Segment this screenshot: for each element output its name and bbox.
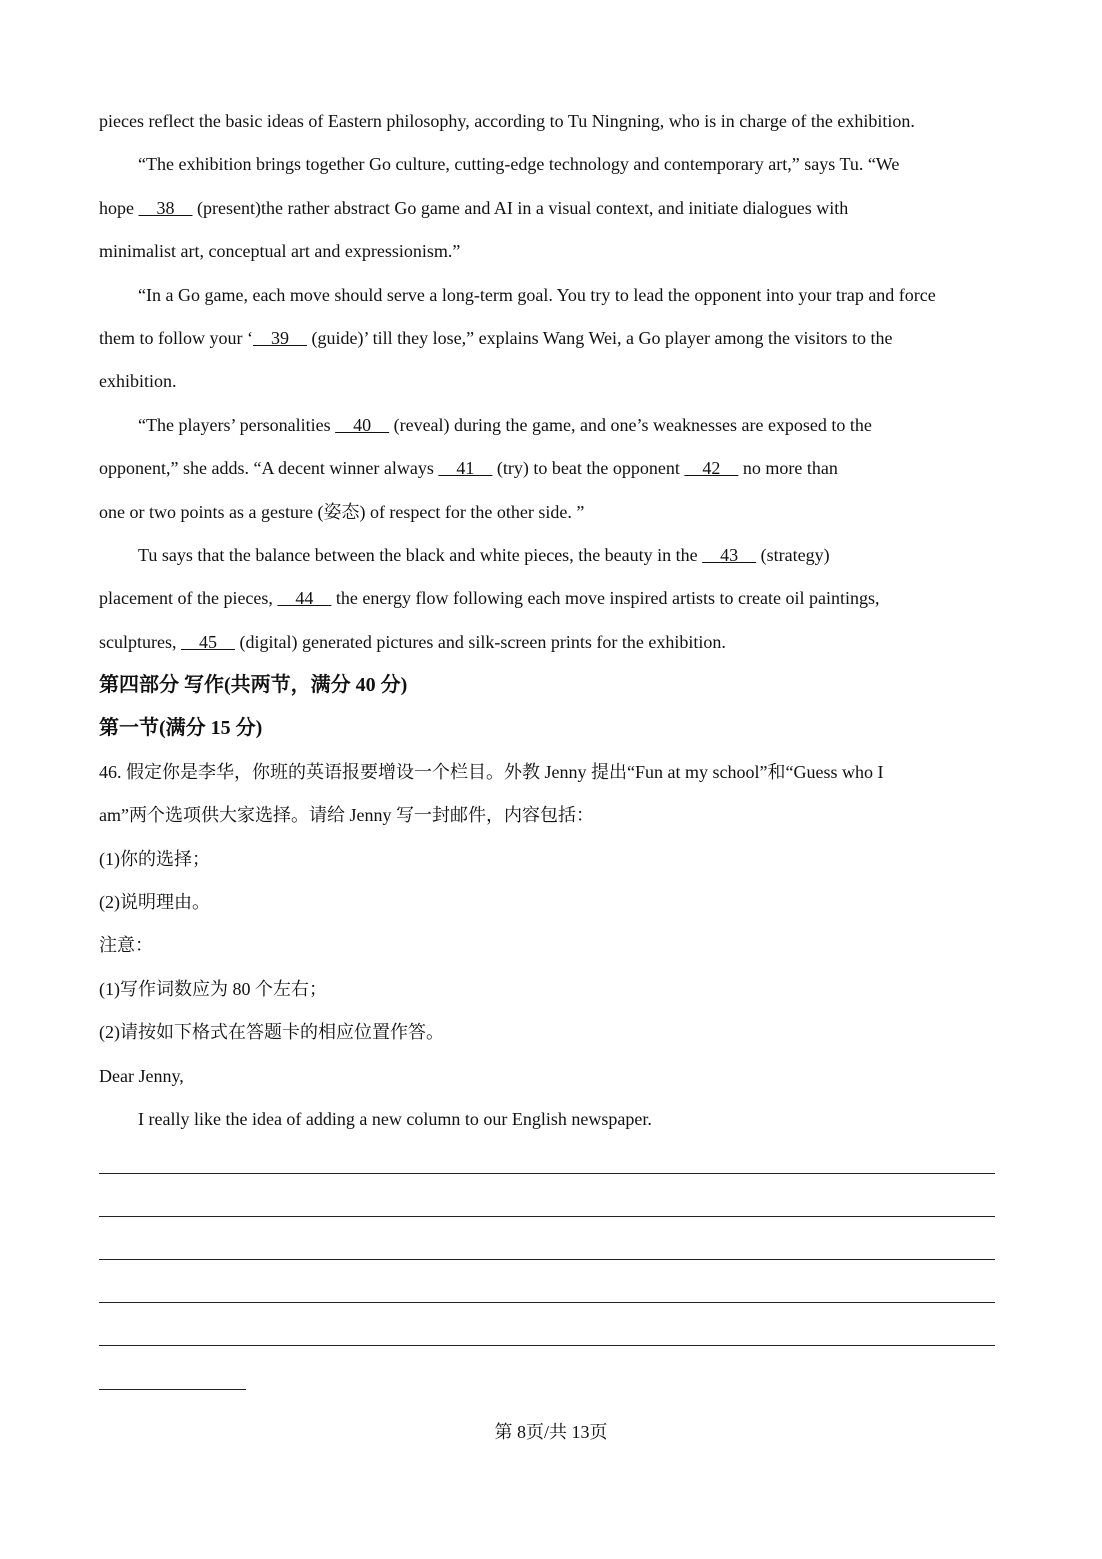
letter-greeting: Dear Jenny,	[99, 1065, 184, 1086]
letter-opening: I really like the idea of adding a new column to our English newspaper.	[138, 1108, 652, 1129]
question-prompt: am”两个选项供大家选择。请给 Jenny 写一封邮件，内容包括：	[99, 805, 594, 826]
question-item: (2)说明理由。	[99, 892, 210, 913]
passage-line: “The exhibition brings together Go culture, cutting-edge technology and contemporary art,” says Tu. “We	[138, 154, 900, 175]
question-prompt: 46. 假定你是李华，你班的英语报要增设一个栏目。外教 Jenny 提出“Fun at my school”和“Guess who I	[99, 761, 884, 782]
blank-40: 40	[335, 414, 390, 435]
page-number: 第 8页/共 13页	[494, 1422, 608, 1442]
answer-line	[99, 1258, 995, 1260]
answer-line	[99, 1344, 995, 1346]
passage-line: pieces reflect the basic ideas of Eastern philosophy, according to Tu Ningning, who is in charge of the exhibition.	[99, 111, 915, 131]
blank-39: 39	[252, 327, 307, 348]
passage-line: sculptures, 45 (digital) generated pictures and silk-screen prints for the exhibition.	[99, 631, 726, 652]
blank-41: 41	[438, 458, 493, 479]
blank-42: 42	[684, 458, 739, 479]
blank-44: 44	[277, 588, 332, 609]
note-label: 注意：	[99, 935, 153, 956]
answer-line	[99, 1215, 995, 1217]
passage-line: exhibition.	[99, 371, 177, 392]
answer-line	[99, 1301, 995, 1303]
answer-line-short	[99, 1388, 246, 1390]
answer-line	[99, 1172, 995, 1174]
subsection-heading: 第一节(满分 15 分)	[99, 717, 263, 740]
passage-line: Tu says that the balance between the black and white pieces, the beauty in the 43 (strategy)	[138, 544, 830, 565]
passage-line: minimalist art, conceptual art and expressionism.”	[99, 241, 461, 262]
blank-38: 38	[138, 197, 193, 218]
blank-43: 43	[702, 544, 757, 565]
passage-line: one or two points as a gesture (姿态) of respect for the other side. ”	[99, 501, 585, 522]
section-heading: 第四部分 写作(共两节，满分 40 分)	[99, 674, 408, 697]
passage-line: “In a Go game, each move should serve a long-term goal. You try to lead the opponent into your trap and force	[138, 284, 936, 305]
document-body	[99, 100, 999, 1141]
passage-line: “The players’ personalities 40 (reveal) during the game, and one’s weaknesses are exposed to the	[138, 414, 872, 435]
note-item: (1)写作词数应为 80 个左右；	[99, 978, 327, 999]
passage-line: them to follow your ‘ 39 (guide)’ till they lose,” explains Wang Wei, a Go player among the visitors to the	[99, 327, 893, 348]
passage-line: placement of the pieces, 44 the energy flow following each move inspired artists to create oil paintings,	[99, 588, 880, 609]
passage-line: hope 38 (present)the rather abstract Go game and AI in a visual context, and initiate dialogues with	[99, 197, 849, 218]
passage-line: opponent,” she adds. “A decent winner always 41 (try) to beat the opponent 42 no more than	[99, 458, 838, 479]
note-item: (2)请按如下格式在答题卡的相应位置作答。	[99, 1022, 444, 1043]
blank-45: 45	[180, 631, 235, 652]
question-item: (1)你的选择；	[99, 848, 210, 869]
